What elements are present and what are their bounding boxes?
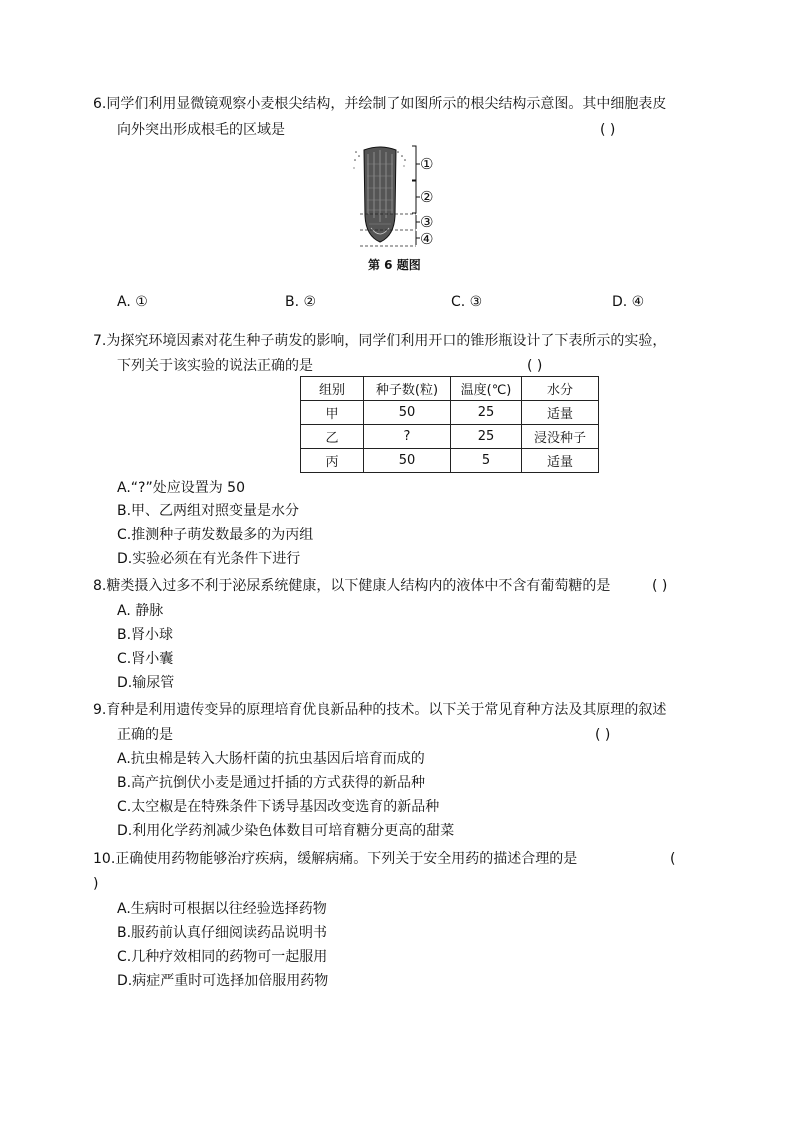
q9-answer-paren: ( ) [595, 727, 611, 743]
table-cell: 浸没种子 [522, 425, 599, 449]
q8-stem-line1: 8.糖类摄入过多不利于泌尿系统健康，以下健康人结构内的液体中不含有葡萄糖的是 [93, 578, 611, 594]
table-row [301, 425, 599, 449]
table-header-row [301, 377, 599, 401]
table-row [301, 401, 599, 425]
q10-option-b: B.服药前认真仔细阅读药品说明书 [117, 925, 328, 941]
table-cell: ? [364, 425, 451, 449]
q7-option-a: A.“?”处应设置为 50 [117, 480, 245, 496]
table-cell: 甲 [301, 401, 364, 425]
q9-stem-line2: 正确的是 [117, 727, 173, 743]
table-cell: 丙 [301, 449, 364, 473]
q10-answer-paren-close: ) [93, 876, 99, 892]
q7-answer-paren: ( ) [527, 358, 543, 374]
q7-stem-line1: 7.为探究环境因素对花生种子萌发的影响，同学们利用开口的锥形瓶设计了下表所示的实验， [93, 333, 667, 349]
q8-option-d: D.输尿管 [117, 675, 175, 691]
table-cell: 25 [451, 425, 522, 449]
q9-stem-line1: 9.育种是利用遗传变异的原理培育优良新品种的技术。以下关于常见育种方法及其原理的叙述 [93, 702, 667, 718]
q9-option-b: B.高产抗倒伏小麦是通过扦插的方式获得的新品种 [117, 775, 426, 791]
figure-label-4: ④ [420, 230, 434, 248]
q6-option-d: D. ④ [612, 294, 645, 310]
root-tip-figure [350, 144, 450, 254]
table-cell: 25 [451, 401, 522, 425]
table-cell: 50 [364, 449, 451, 473]
q8-option-b: B.肾小球 [117, 627, 174, 643]
table-cell: 50 [364, 401, 451, 425]
q6-answer-paren: ( ) [600, 122, 616, 138]
q8-option-a: A. 静脉 [117, 603, 164, 619]
table-cell: 乙 [301, 425, 364, 449]
root-tip-diagram [350, 144, 450, 254]
table-header: 温度(℃) [451, 377, 522, 401]
q9-option-c: C.太空椒是在特殊条件下诱导基因改变选育的新品种 [117, 799, 440, 815]
table-header: 水分 [522, 377, 599, 401]
q7-option-c: C.推测种子萌发数最多的为丙组 [117, 527, 314, 543]
table-row [301, 449, 599, 473]
q8-option-c: C.肾小囊 [117, 651, 174, 667]
q6-option-c: C. ③ [451, 294, 483, 310]
figure-label-1: ① [420, 155, 434, 173]
q6-stem-line2: 向外突出形成根毛的区域是 [117, 122, 285, 138]
q7-stem-line2: 下列关于该实验的说法正确的是 [117, 358, 313, 374]
q9-option-d: D.利用化学药剂减少染色体数目可培育糖分更高的甜菜 [117, 823, 455, 839]
q7-option-b: B.甲、乙两组对照变量是水分 [117, 503, 300, 519]
figure-caption: 第 6 题图 [368, 258, 421, 272]
figure-label-2: ② [420, 188, 434, 206]
figure-label-3: ③ [420, 213, 434, 231]
q10-answer-paren-open: ( [670, 851, 676, 867]
q10-option-c: C.几种疗效相同的药物可一起服用 [117, 949, 328, 965]
q10-option-a: A.生病时可根据以往经验选择药物 [117, 901, 327, 917]
q6-stem-line1: 6.同学们利用显微镜观察小麦根尖结构，并绘制了如图所示的根尖结构示意图。其中细胞表皮 [93, 96, 667, 112]
table-cell: 适量 [522, 449, 599, 473]
q6-option-a: A. ① [117, 294, 148, 310]
q7-option-d: D.实验必须在有光条件下进行 [117, 551, 301, 567]
table-header: 种子数(粒) [364, 377, 451, 401]
experiment-table [300, 376, 599, 473]
table-cell: 适量 [522, 401, 599, 425]
table-header: 组别 [301, 377, 364, 401]
q9-option-a: A.抗虫棉是转入大肠杆菌的抗虫基因后培育而成的 [117, 751, 425, 767]
q6-option-b: B. ② [285, 294, 317, 310]
q10-option-d: D.病症严重时可选择加倍服用药物 [117, 973, 329, 989]
q10-stem-line1: 10.正确使用药物能够治疗疾病，缓解病痛。下列关于安全用药的描述合理的是 [93, 851, 578, 867]
q8-answer-paren: ( ) [652, 578, 668, 594]
table-cell: 5 [451, 449, 522, 473]
